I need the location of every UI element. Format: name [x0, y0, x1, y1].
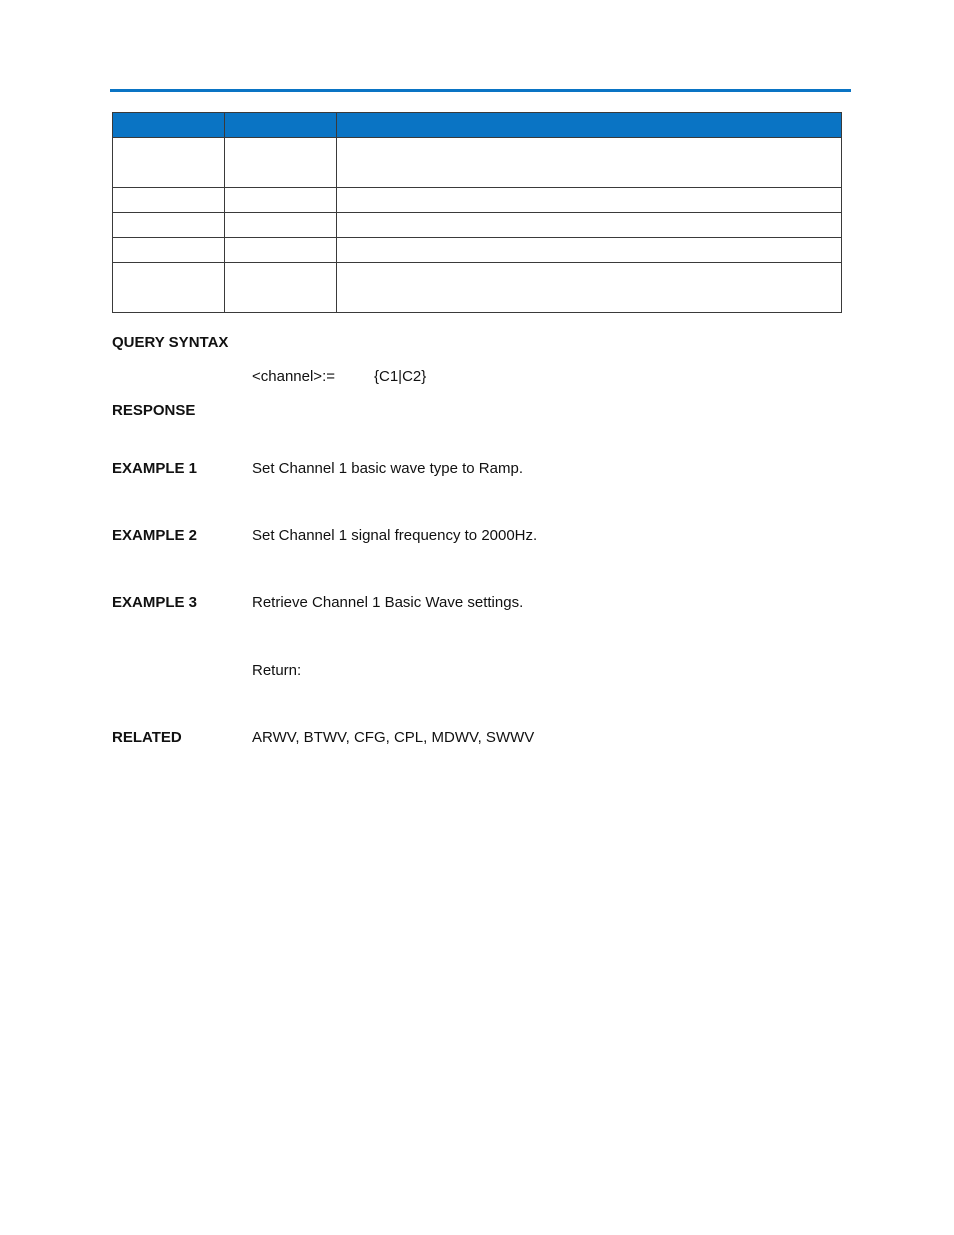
example-3-text: Retrieve Channel 1 Basic Wave settings.: [252, 594, 524, 611]
table-cell: [337, 213, 842, 238]
response-heading: RESPONSE: [112, 402, 196, 419]
channel-param-name: <channel>:=: [252, 368, 335, 385]
table-cell: [225, 238, 337, 263]
table-cell: [113, 188, 225, 213]
table-header-cell: [113, 113, 225, 138]
return-label: Return:: [252, 662, 302, 679]
example-2-heading: EXAMPLE 2: [112, 527, 198, 544]
table-cell: [337, 263, 842, 313]
table-cell: [337, 238, 842, 263]
table-cell: [113, 213, 225, 238]
header-rule: [110, 89, 851, 92]
table-cell: [113, 263, 225, 313]
table-cell: [337, 138, 842, 188]
table-row: [113, 138, 842, 188]
channel-param-values: {C1|C2}: [374, 368, 427, 385]
table-cell: [225, 138, 337, 188]
related-commands: ARWV, BTWV, CFG, CPL, MDWV, SWWV: [252, 729, 535, 746]
table-cell: [225, 263, 337, 313]
table-cell: [225, 213, 337, 238]
table-row: [113, 213, 842, 238]
table-cell: [113, 138, 225, 188]
example-3-heading: EXAMPLE 3: [112, 594, 198, 611]
query-syntax-heading: QUERY SYNTAX: [112, 334, 229, 351]
example-2-text: Set Channel 1 signal frequency to 2000Hz.: [252, 527, 538, 544]
table-header-cell: [225, 113, 337, 138]
table-cell: [225, 188, 337, 213]
example-1-heading: EXAMPLE 1: [112, 460, 198, 477]
parameter-table: [112, 112, 842, 313]
table-row: [113, 238, 842, 263]
table-row: [113, 263, 842, 313]
table-cell: [113, 238, 225, 263]
table-header-cell: [337, 113, 842, 138]
table-row: [113, 188, 842, 213]
table-cell: [337, 188, 842, 213]
example-1-text: Set Channel 1 basic wave type to Ramp.: [252, 460, 523, 477]
related-heading: RELATED: [112, 729, 182, 746]
table-header-row: [113, 113, 842, 138]
